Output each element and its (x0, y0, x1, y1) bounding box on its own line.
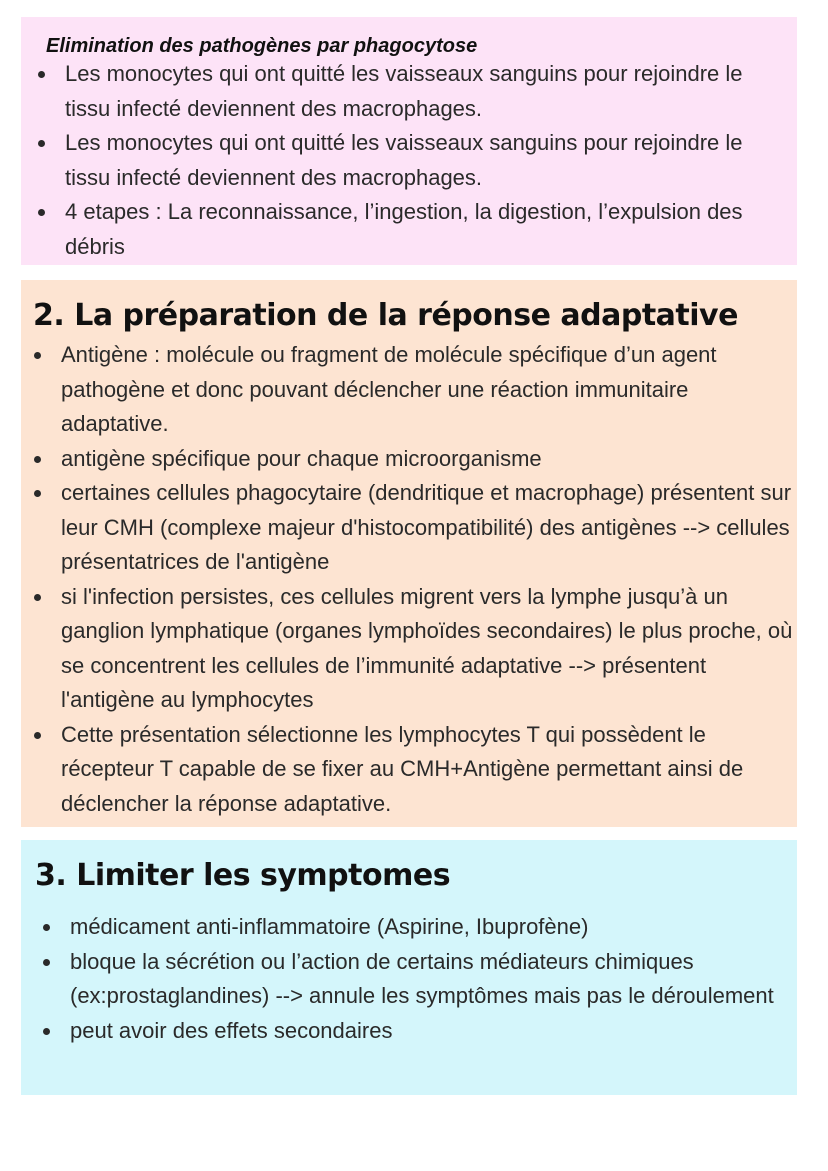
symptoms-heading: 3. Limiter les symptomes (35, 858, 451, 893)
symptoms-section (21, 840, 797, 1095)
list-item: 4 etapes : La reconnaissance, l’ingestion, la digestion, l’expulsion des débris (25, 195, 793, 264)
list-item: si l'infection persistes, ces cellules migrent vers la lymphe jusqu’à un ganglion lymphatique (organes lymphoïdes secondaires) le plus proche, où se concentrent les cellules de l’immunité adaptative --> présentent l'antigène au lymphocytes (21, 580, 795, 718)
list-item: Antigène : molécule ou fragment de molécule spécifique d’un agent pathogène et donc pouvant déclencher une réaction immunitaire adaptative. (21, 338, 795, 442)
phagocytosis-list (25, 57, 793, 264)
phagocytosis-title: Elimination des pathogènes par phagocytose (46, 35, 478, 57)
phagocytosis-section (21, 17, 797, 265)
list-item: peut avoir des effets secondaires (30, 1014, 795, 1049)
list-item: certaines cellules phagocytaire (dendritique et macrophage) présentent sur leur CMH (complexe majeur d'histocompatibilité) des antigènes --> cellules présentatrices de l'antigène (21, 476, 795, 580)
list-item: bloque la sécrétion ou l’action de certains médiateurs chimiques (ex:prostaglandines) --> annule les symptômes mais pas le déroulement (30, 945, 795, 1014)
list-item: Les monocytes qui ont quitté les vaisseaux sanguins pour rejoindre le tissu infecté deviennent des macrophages. (25, 57, 793, 126)
adaptive-response-section (21, 280, 797, 827)
list-item: Cette présentation sélectionne les lymphocytes T qui possèdent le récepteur T capable de se fixer au CMH+Antigène permettant ainsi de déclencher la réponse adaptative. (21, 718, 795, 822)
list-item: Les monocytes qui ont quitté les vaisseaux sanguins pour rejoindre le tissu infecté deviennent des macrophages. (25, 126, 793, 195)
list-item: médicament anti-inflammatoire (Aspirine, Ibuprofène) (30, 910, 795, 945)
symptoms-list (30, 910, 795, 1048)
adaptive-response-list (21, 338, 795, 821)
list-item: antigène spécifique pour chaque microorganisme (21, 442, 795, 477)
adaptive-response-heading: 2. La préparation de la réponse adaptative (33, 298, 738, 333)
